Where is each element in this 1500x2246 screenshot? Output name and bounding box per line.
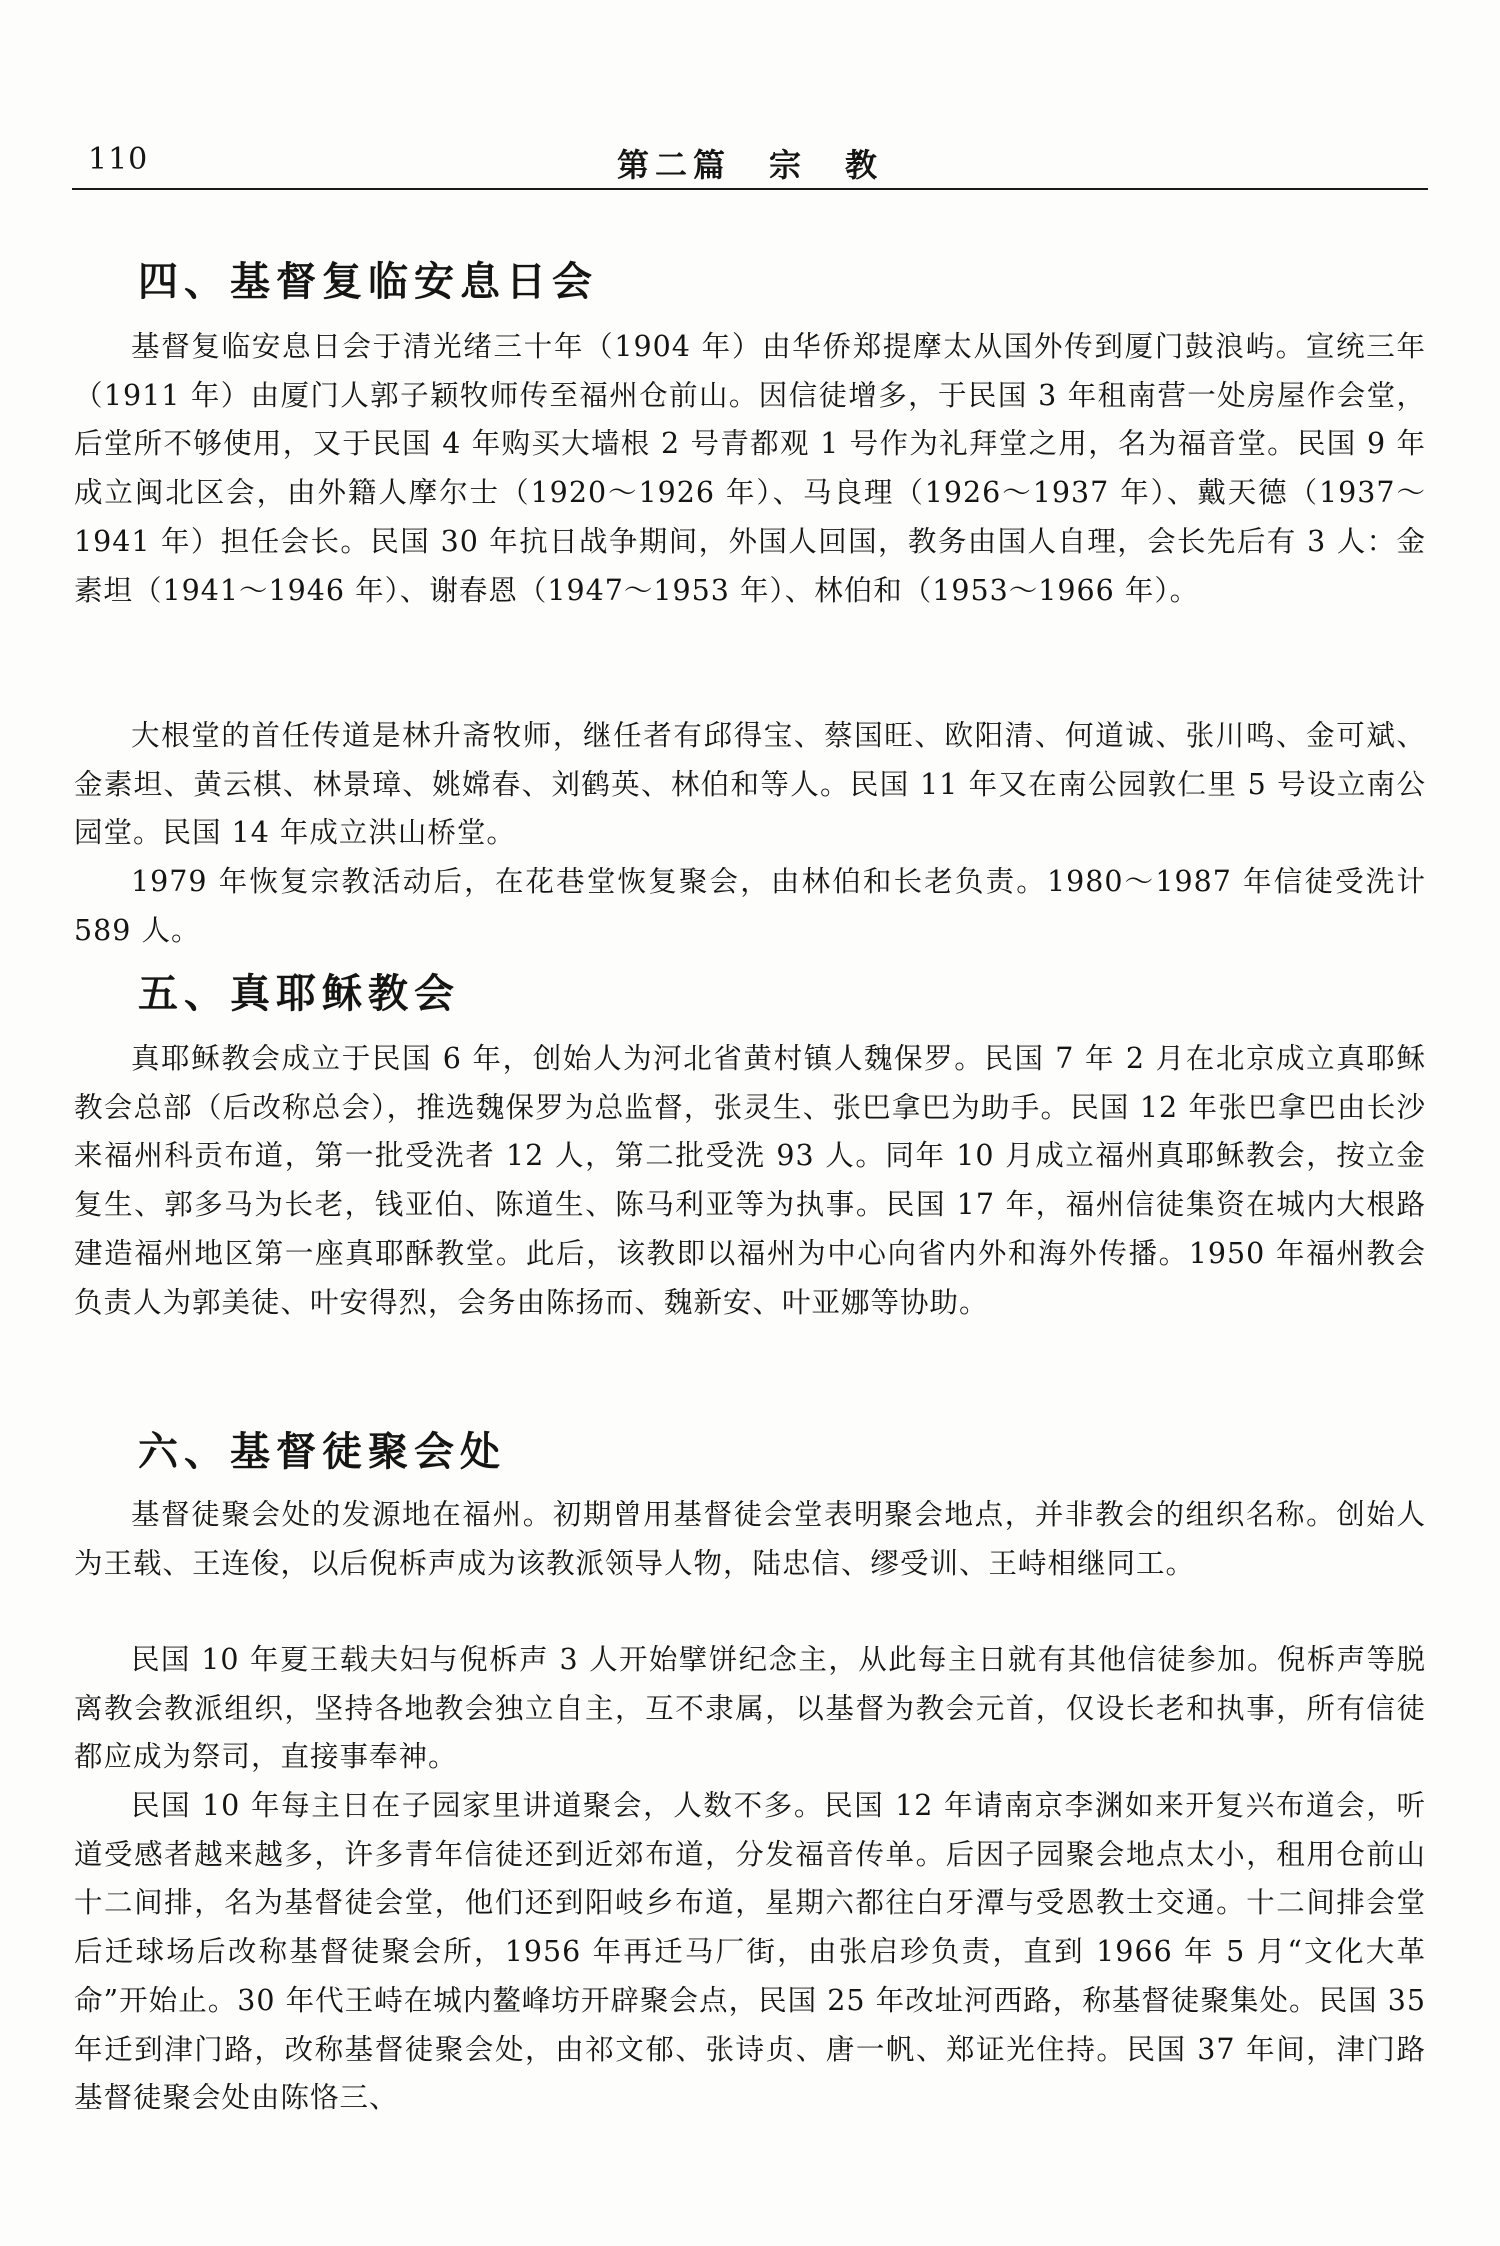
paragraph-assembly-breaking-bread: 民国 10 年夏王载夫妇与倪柝声 3 人开始擘饼纪念主，从此每主日就有其他信徒参加。倪柝声等脱离教会教派组织，坚持各地教会独立自主，互不隶属，以基督为教会元首，仅设长老和执事，所有信徒都应成为祭司，直接事奉神。: [74, 1643, 1426, 1774]
paragraph-assembly-origin: 基督徒聚会处的发源地在福州。初期曾用基督徒会堂表明聚会地点，并非教会的组织名称。创始人为王载、王连俊，以后倪柝声成为该教派领导人物，陆忠信、缪受训、王峙相继同工。: [74, 1498, 1426, 1580]
paragraph-true-jesus-church: 真耶稣教会成立于民国 6 年，创始人为河北省黄村镇人魏保罗。民国 7 年 2 月在北京成立真耶稣教会总部（后改称总会），推选魏保罗为总监督，张灵生、张巴拿巴为助手。民国 12 年张巴拿巴由长沙来福州科贡布道，第一批受洗者 12 人，第二批受洗 93 人。同年 10 月成立福州真耶稣教会，按立金复生、郭多马为长老，钱亚伯、陈道生、陈马利亚等为执事。民国 17 年，福州信徒集资在城内大根路建造福州地区第一座真耶酥教堂。此后，该教即以福州为中心向省内外和海外传播。1950 年福州教会负责人为郭美徒、叶安得烈，会务由陈扬而、魏新安、叶亚娜等协助。: [74, 1042, 1426, 1319]
paragraph-adventist-pastors: 大根堂的首任传道是林升斋牧师，继任者有邱得宝、蔡国旺、欧阳清、何道诚、张川鸣、金可斌、金素坦、黄云棋、林景璋、姚嫦春、刘鹤英、林伯和等人。民国 11 年又在南公园敦仁里 5 号设立南公园堂。民国 14 年成立洪山桥堂。: [74, 719, 1426, 850]
section-heading-adventist: 四、基督复临安息日会: [138, 259, 598, 305]
paragraph-adventist-revival: 1979 年恢复宗教活动后，在花巷堂恢复聚会，由林伯和长老负责。1980～1987 年信徒受洗计 589 人。: [74, 865, 1426, 947]
page-header: [72, 132, 1428, 190]
paragraph-assembly-meetings: 民国 10 年每主日在子园家里讲道聚会，人数不多。民国 12 年请南京李渊如来开复兴布道会，听道受感者越来越多，许多青年信徒还到近郊布道，分发福音传单。后因子园聚会地点太小，租用仓前山十二间排，名为基督徒会堂，他们还到阳岐乡布道，星期六都往白牙潭与受恩教士交通。十二间排会堂后迁球场后改称基督徒聚会所，1956 年再迁马厂街，由张启珍负责，直到 1966 年 5 月“文化大革命”开始止。30 年代王峙在城内鳌峰坊开辟聚会点，民国 25 年改址河西路，称基督徒聚集处。民国 35 年迁到津门路，改称基督徒聚会处，由祁文郁、张诗贞、唐一帆、郑证光住持。民国 37 年间，津门路基督徒聚会处由陈恪三、: [74, 1789, 1426, 2115]
page-number: 110: [88, 142, 149, 177]
running-head: 第二篇 宗 教: [616, 146, 883, 184]
section-heading-christian-assembly: 六、基督徒聚会处: [138, 1429, 506, 1475]
paragraph-adventist-history: 基督复临安息日会于清光绪三十年（1904 年）由华侨郑提摩太从国外传到厦门鼓浪屿。宣统三年（1911 年）由厦门人郭子颖牧师传至福州仓前山。因信徒增多，于民国 3 年租南营一处房屋作会堂，后堂所不够使用，又于民国 4 年购买大墙根 2 号青都观 1 号作为礼拜堂之用，名为福音堂。民国 9 年成立闽北区会，由外籍人摩尔士（1920～1926 年）、马良理（1926～1937 年）、戴天德（1937～1941 年）担任会长。民国 30 年抗日战争期间，外国人回国，教务由国人自理，会长先后有 3 人：金素坦（1941～1946 年）、谢春恩（1947～1953 年）、林伯和（1953～1966 年）。: [74, 330, 1426, 607]
section-heading-true-jesus-church: 五、真耶稣教会: [138, 971, 460, 1017]
